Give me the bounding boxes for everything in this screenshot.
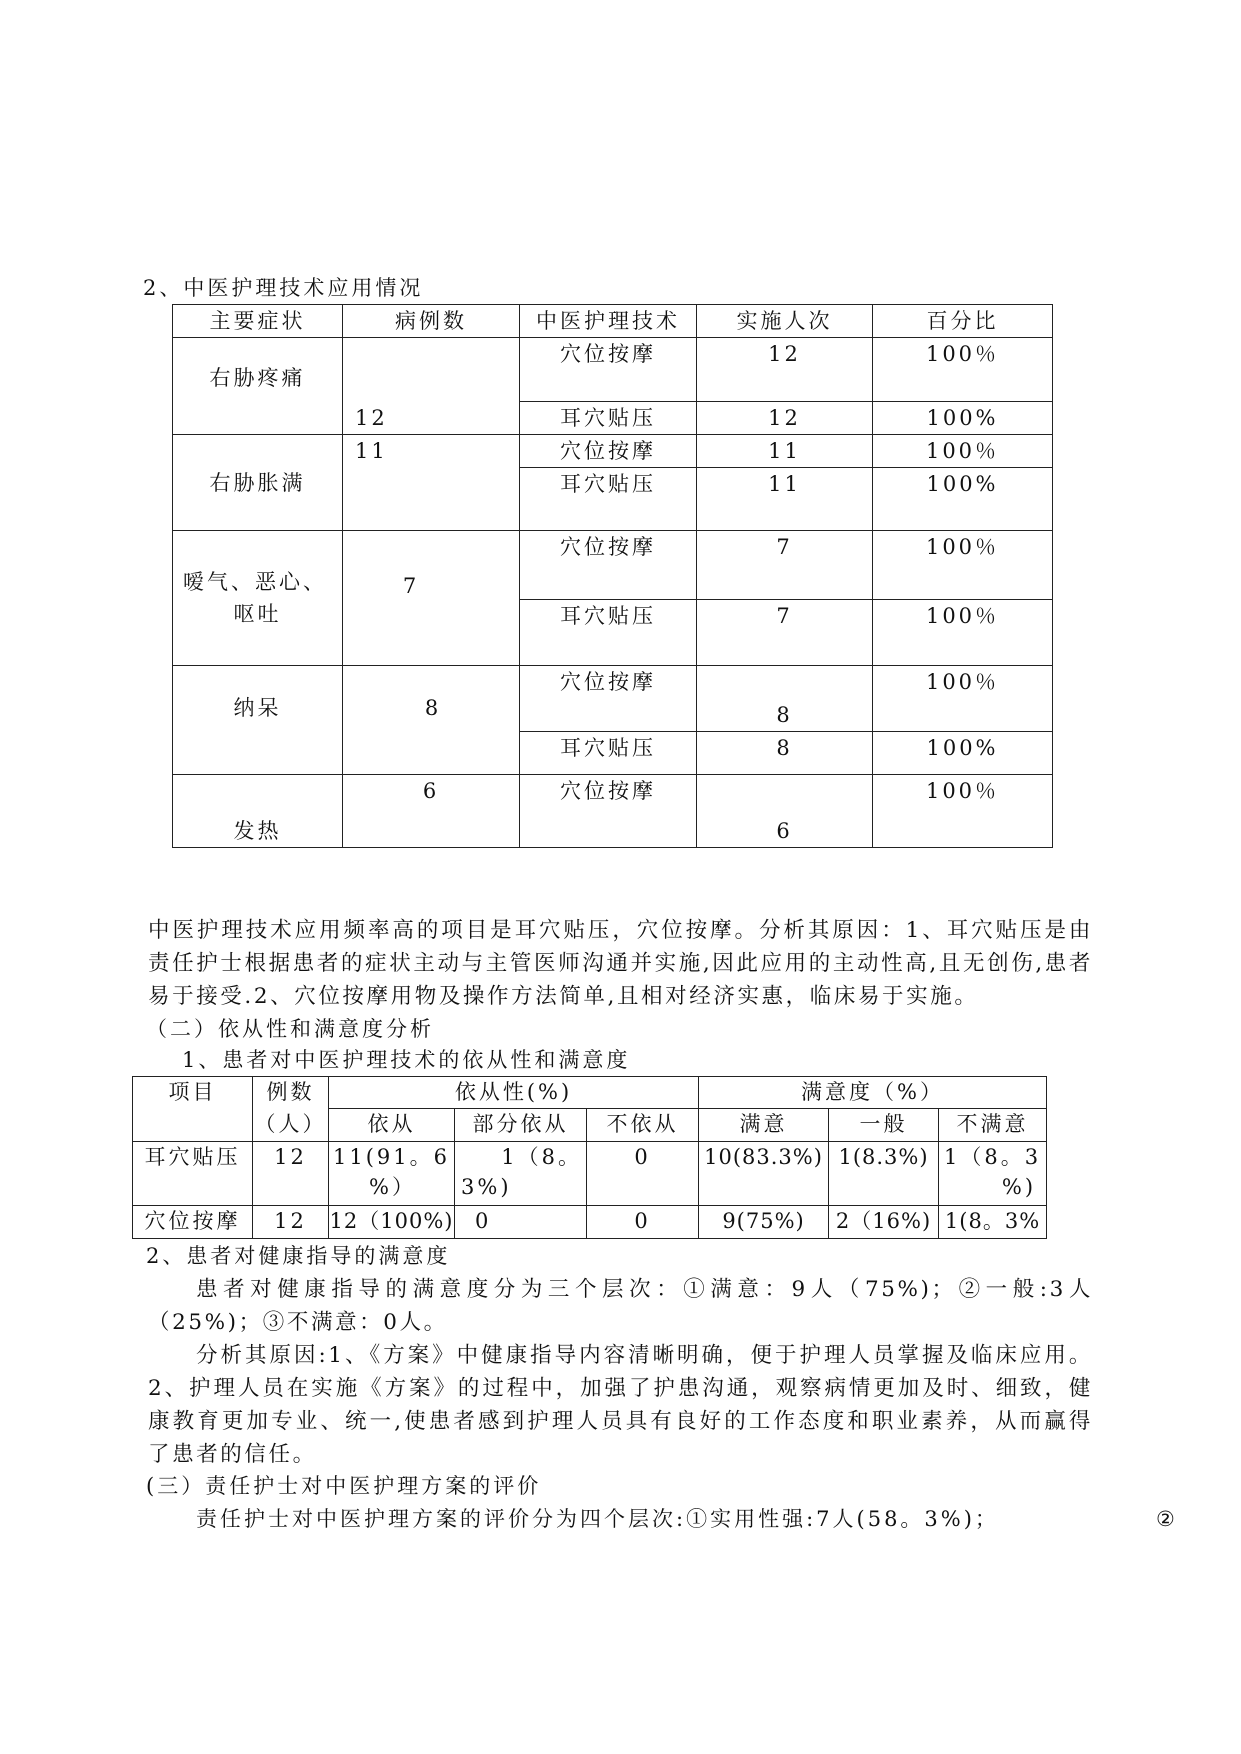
item-cell: 耳穴贴压	[133, 1142, 253, 1206]
header-cell: 实施人次	[697, 305, 873, 338]
cases-cell: 11	[343, 435, 520, 531]
pct-cell: 100％	[873, 666, 1053, 732]
table-row	[173, 531, 1053, 600]
tech-cell: 穴位按摩	[520, 531, 697, 600]
table-header-row	[133, 1077, 1047, 1109]
tcm-technique-table	[172, 304, 1053, 848]
section-heading: （二）依从性和满意度分析	[146, 1017, 434, 1041]
symptom-cell: 嗳气、恶心、 呕吐	[173, 531, 343, 666]
compliance-satisfaction-table	[132, 1076, 1047, 1239]
symptom-cell: 右胁胀满	[173, 435, 343, 531]
times-cell: 8	[697, 666, 873, 732]
symptom-cell: 纳呆	[173, 666, 343, 775]
tech-cell: 耳穴贴压	[520, 600, 697, 666]
times-cell: 7	[697, 600, 873, 666]
unsat-cell: 1（8。3 %)	[939, 1142, 1047, 1206]
cases-cell: 6	[343, 775, 520, 848]
comply-cell: 12（100%)	[329, 1206, 455, 1239]
tech-cell: 穴位按摩	[520, 338, 697, 402]
cases-cell: 12	[253, 1206, 329, 1239]
times-cell: 8	[697, 732, 873, 775]
table-row	[173, 775, 1053, 848]
header-cell: 病例数	[343, 305, 520, 338]
section-heading: (三）责任护士对中医护理方案的评价	[146, 1474, 542, 1498]
pct-cell: 100％	[873, 600, 1053, 666]
pct-cell: 100%	[873, 732, 1053, 775]
evaluation-paragraph: 责任护士对中医护理方案的评价分为四个层次:①实用性强:7人(58。3%)；	[196, 1507, 999, 1531]
item-cell: 穴位按摩	[133, 1206, 253, 1239]
tech-cell: 耳穴贴压	[520, 468, 697, 531]
cases-cell: 12	[343, 338, 520, 435]
normal-cell: 2（16%)	[829, 1206, 939, 1239]
comply-cell: 11(91。6 %）	[329, 1142, 455, 1206]
times-cell: 12	[697, 402, 873, 435]
pct-cell: 100％	[873, 435, 1053, 468]
table-row	[173, 435, 1053, 468]
subsection-title: 1、患者对中医护理技术的依从性和满意度	[182, 1048, 631, 1072]
partial-cell: 0	[455, 1206, 587, 1239]
header-cell: （人）	[253, 1109, 329, 1142]
cases-cell: 8	[343, 666, 520, 775]
cases-cell: 12	[253, 1142, 329, 1206]
header-cell: 一般	[829, 1109, 939, 1142]
pct-cell: 100％	[873, 775, 1053, 848]
table-row	[133, 1206, 1047, 1239]
header-cell: 项目	[133, 1077, 253, 1142]
tech-cell: 耳穴贴压	[520, 732, 697, 775]
tech-cell: 耳穴贴压	[520, 402, 697, 435]
none-cell: 0	[587, 1142, 699, 1206]
symptom-cell: 右胁疼痛	[173, 338, 343, 435]
pct-cell: 100%	[873, 402, 1053, 435]
unsat-cell: 1(8。3%	[939, 1206, 1047, 1239]
times-cell: 7	[697, 531, 873, 600]
times-cell: 11	[697, 435, 873, 468]
header-cell: 例数	[253, 1077, 329, 1109]
pct-cell: 100％	[873, 338, 1053, 402]
header-cell: 部分依从	[455, 1109, 587, 1142]
times-cell: 11	[697, 468, 873, 531]
table-row	[173, 338, 1053, 402]
tech-cell: 穴位按摩	[520, 435, 697, 468]
partial-cell: 1（8。 3%)	[455, 1142, 587, 1206]
times-cell: 6	[697, 775, 873, 848]
section-title: 2、中医护理技术应用情况	[143, 276, 424, 300]
health-analysis-paragraph: 分析其原因:1、《方案》中健康指导内容清晰明确，便于护理人员掌握及临床应用。2、护理人员在实施《方案》的过程中，加强了护患沟通，观察病情更加及时、细致，健康教育更加专业、统一,使患者感到护理人员具有良好的工作态度和职业素养，从而赢得了患者的信任。	[148, 1343, 1093, 1467]
header-cell: 不依从	[587, 1109, 699, 1142]
analysis-paragraph: 中医护理技术应用频率高的项目是耳穴贴压，穴位按摩。分析其原因：1、耳穴贴压是由责任护士根据患者的症状主动与主管医师沟通并实施,因此应用的主动性高,且无创伤,患者易于接受.2、穴位按摩用物及操作方法简单,且相对经济实惠，临床易于实施。	[148, 918, 1093, 1009]
health-paragraph: 患者对健康指导的满意度分为三个层次：①满意：9人（75%)；②一般:3人（25%)；③不满意：0人。	[148, 1277, 1093, 1335]
header-cell: 百分比	[873, 305, 1053, 338]
times-cell: 12	[697, 338, 873, 402]
none-cell: 0	[587, 1206, 699, 1239]
header-cell: 依从	[329, 1109, 455, 1142]
header-cell: 满意度（%）	[699, 1077, 1047, 1109]
pct-cell: 100%	[873, 468, 1053, 531]
symptom-cell: 发热	[173, 775, 343, 848]
table-row	[133, 1142, 1047, 1206]
header-cell: 中医护理技术	[520, 305, 697, 338]
tech-cell: 穴位按摩	[520, 775, 697, 848]
header-cell: 依从性(%)	[329, 1077, 699, 1109]
pct-cell: 100％	[873, 531, 1053, 600]
sat-cell: 10(83.3%)	[699, 1142, 829, 1206]
subsection-title: 2、患者对健康指导的满意度	[146, 1244, 451, 1268]
evaluation-continuation-marker: ②	[1156, 1507, 1178, 1531]
sat-cell: 9(75%)	[699, 1206, 829, 1239]
table-row	[173, 666, 1053, 732]
table-header-row	[173, 305, 1053, 338]
table-header-row	[133, 1109, 1047, 1142]
tech-cell: 穴位按摩	[520, 666, 697, 732]
header-cell: 主要症状	[173, 305, 343, 338]
normal-cell: 1(8.3%)	[829, 1142, 939, 1206]
header-cell: 满意	[699, 1109, 829, 1142]
cases-cell: 7	[343, 531, 520, 666]
header-cell: 不满意	[939, 1109, 1047, 1142]
